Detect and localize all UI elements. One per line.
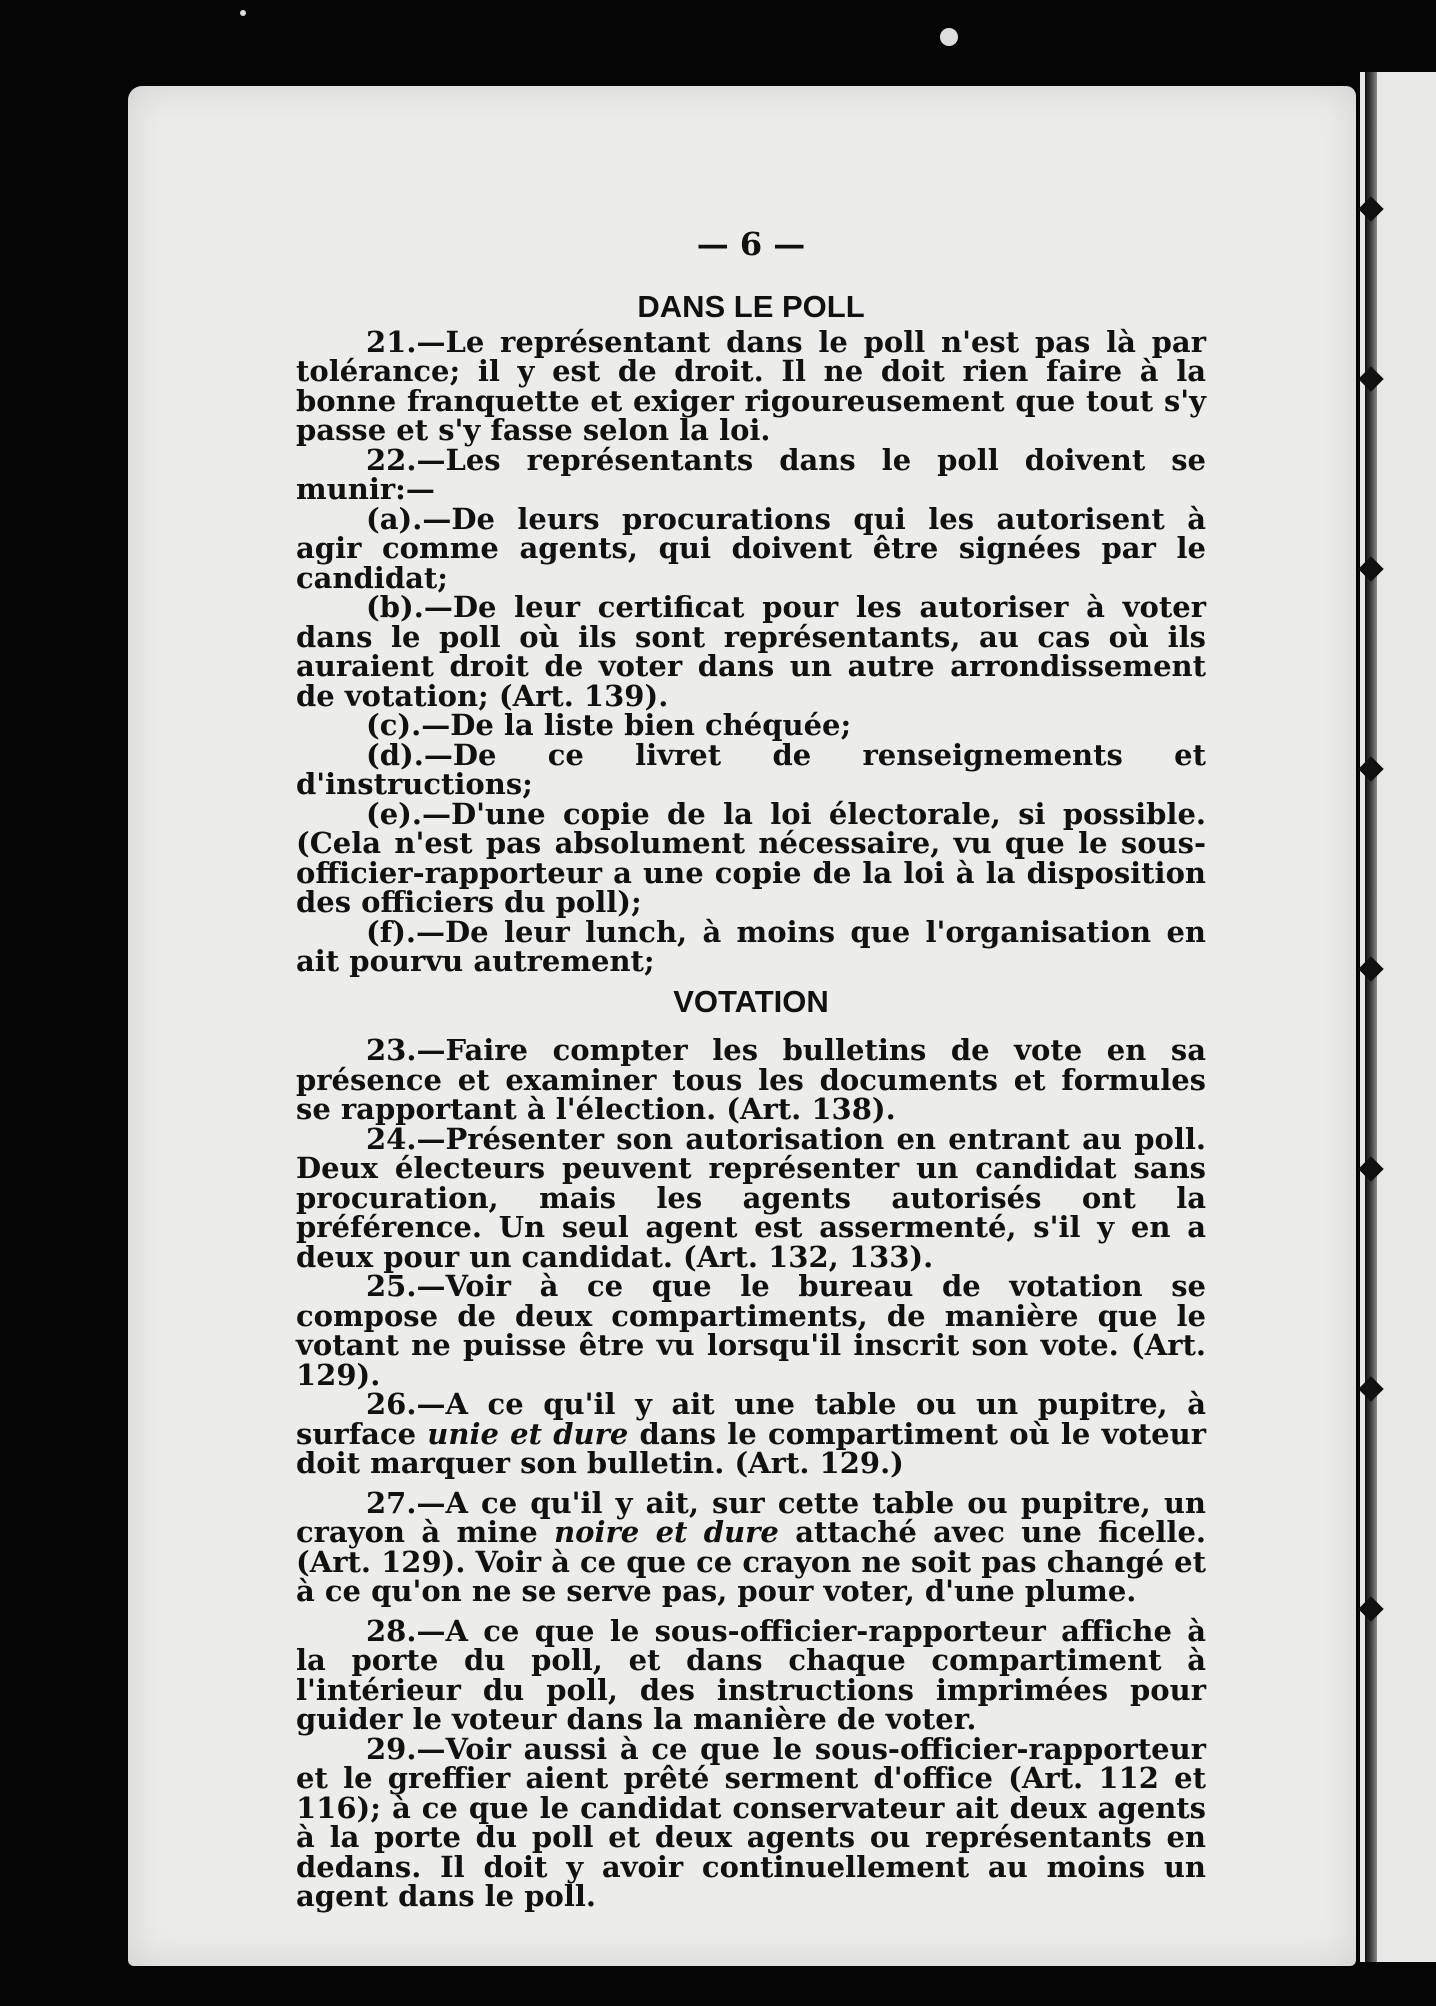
paragraph-26	[296, 1387, 1206, 1480]
section-title-dans-le-poll: DANS LE POLL	[637, 289, 865, 324]
paragraph-25: 25.—Voir à ce que le bureau de votation se compose de deux compartiments, de manière que le votant ne puisse être vu lorsqu'il inscrit son vote. (Art. 129).	[296, 1269, 1206, 1392]
paragraph-22: 22.—Les représentants dans le poll doivent se munir:—	[296, 442, 1206, 506]
paragraph-21: 21.—Le représentant dans le poll n'est pas là par tolérance; il y est de droit. Il ne doit rien faire à la bonne franquette et exiger rigoureusement que tout s'y passe et s'y fasse selon la loi.	[296, 324, 1206, 447]
section-title-votation: VOTATION	[673, 983, 829, 1019]
item-f: (f).—De leur lunch, à moins que l'organisation en ait pourvu autrement;	[296, 914, 1206, 978]
paragraph-26-text-b: dans le compartiment où le voteur doit marquer son bulletin. (Art. 129.)	[296, 1416, 1206, 1480]
item-b: (b).—De leur certificat pour les autoriser à voter dans le poll où ils sont représentants, au cas où ils auraient droit de voter dans un autre arrondissement de votation; (Art. 139).	[296, 590, 1206, 713]
paragraph-23: 23.—Faire compter les bulletins de vote en sa présence et examiner tous les documents et formules se rapportant à l'élection. (Art. 138).	[296, 1033, 1206, 1126]
paragraph-26-text-a: 26.—A ce qu'il y ait une table ou un pupitre, à surface	[296, 1387, 1206, 1451]
binding-spine	[1365, 72, 1377, 1962]
item-c: (c).—De la liste bien chéquée;	[366, 708, 852, 742]
page-text	[296, 289, 1207, 1913]
paragraph-27-text-b: attaché avec une ficelle. (Art. 129). Voir à ce que ce crayon ne soit pas changé et à ce qu'on ne se serve pas, pour voter, d'une plume.	[296, 1515, 1207, 1608]
paragraph-27	[296, 1485, 1207, 1608]
page-number: — 6 —	[696, 225, 806, 263]
paragraph-27-text-a: 27.—A ce qu'il y ait, sur cette table ou pupitre, un crayon à mine	[296, 1485, 1206, 1549]
item-a: (a).—De leurs procurations qui les autorisent à agir comme agents, qui doivent être signées par le candidat;	[296, 501, 1206, 595]
item-e: (e).—D'une copie de la loi électorale, si possible. (Cela n'est pas absolument nécessaire, vu que le sous-officier-rapporteur a une copie de la loi à la disposition des officiers du poll);	[296, 796, 1206, 919]
paragraph-26-emphasis: unie et dure	[427, 1416, 629, 1451]
item-d: (d).—De ce livret de renseignements et d'instructions;	[296, 737, 1206, 801]
paragraph-27-emphasis: noire et dure	[554, 1515, 779, 1549]
paragraph-28: 28.—A ce que le sous-officier-rapporteur affiche à la porte du poll, et dans chaque compartiment à l'intérieur du poll, des instructions imprimées pour guider le voteur dans la manière de voter.	[296, 1613, 1206, 1736]
scan-speck	[240, 10, 246, 16]
scan-speck	[940, 28, 958, 46]
paragraph-29: 29.—Voir aussi à ce que le sous-officier-rapporteur et le greffier aient prêté serment d'office (Art. 112 et 116); à ce que le candidat conservateur ait deux agents à la porte du poll et deux agents ou représentants en dedans. Il doit y avoir continuellement au moins un agent dans le poll.	[296, 1731, 1206, 1913]
paragraph-24: 24.—Présenter son autorisation en entrant au poll. Deux électeurs peuvent représenter un candidat sans procuration, mais les agents autorisés ont la préférence. Un seul agent est assermenté, s'il y en a deux pour un candidat. (Art. 132, 133).	[296, 1121, 1206, 1274]
